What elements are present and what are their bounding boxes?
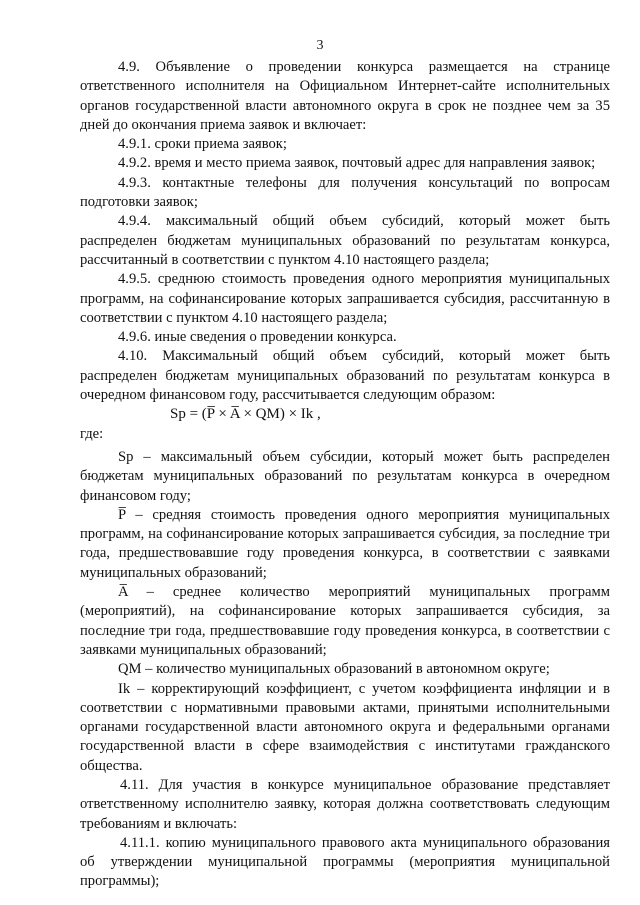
paragraph-4-9-1: 4.9.1. сроки приема заявок; — [118, 136, 287, 153]
definition-p: P̅ – средняя стоимость проведения одного мероприятия муниципальных программ, на софинансирование которых запрашивается субсидия, за последние три года, предшествовавшие году проведения конкурса, в соответствии с заявками муниципальных образований; — [80, 506, 610, 581]
paragraph-4-9: 4.9. Объявление о проведении конкурса размещается на странице ответственного исполнителя на Официальном Интернет-сайте исполнительных органов государственной власти автономного округа в срок не позднее чем за 35 дней до окончания приема заявок и включает: — [80, 59, 610, 133]
paragraph-4-9-4: 4.9.4. максимальный общий объем субсидий, который может быть распределен бюджетам муниципальных образований по результатам конкурса, рассчитанный в соответствии с пунктом 4.10 настоящего раздела; — [80, 213, 610, 268]
paragraph-4-11: 4.11. Для участия в конкурсе муниципальное образование представляет ответственному исполнителю заявку, которая должна соответствовать следующим требованиям и включать: — [80, 776, 610, 832]
formula: Sp = (P̅ × A̅ × QM) × Ik , — [170, 406, 321, 423]
definition-ik: Ik – корректирующий коэффициент, с учетом коэффициента инфляции и в соответствии с нормативными правовыми актами, принятыми исполнительными органами государственной власти автономного округа и федеральными органами государственной власти в сфере взаимодействия с институтами гражданского общества. — [80, 680, 610, 774]
paragraph-4-11-1: 4.11.1. копию муниципального правового акта муниципального образования об утверждении муниципальной программы (мероприятия муниципальной программы); — [80, 834, 610, 890]
definition-qm: QM – количество муниципальных образований в автономном округе; — [118, 661, 550, 678]
paragraph-4-9-6: 4.9.6. иные сведения о проведении конкурса. — [118, 329, 397, 346]
paragraph-4-10: 4.10. Максимальный общий объем субсидий, который может быть распределен бюджетам муниципальных образований по результатам конкурса в очередном финансовом году, рассчитывается следующим образом: — [80, 348, 610, 404]
paragraph-4-9-5: 4.9.5. среднюю стоимость проведения одного мероприятия муниципальных программ, на софинансирование которых запрашивается субсидия, рассчитанную в соответствии с пунктом 4.10 настоящего раздела; — [80, 271, 610, 326]
paragraph-4-9-2: 4.9.2. время и место приема заявок, почтовый адрес для направления заявок; — [118, 155, 596, 172]
document-body — [80, 58, 610, 892]
where-label: где: — [80, 425, 104, 442]
paragraph-4-9-3: 4.9.3. контактные телефоны для получения консультаций по вопросам подготовки заявок; — [80, 174, 610, 211]
definition-sp: Sp – максимальный объем субсидии, который может быть распределен бюджетам муниципальных образований по результатам конкурса в очередном финансовом году; — [80, 448, 610, 504]
definition-a: A̅ – среднее количество мероприятий муниципальных программ (мероприятий), на софинансирование которых запрашивается субсидия, за последние три года, предшествовавшие году проведения конкурса, в соответствии с заявками муниципальных образований; — [80, 584, 610, 658]
page-number: 3 — [316, 38, 324, 53]
